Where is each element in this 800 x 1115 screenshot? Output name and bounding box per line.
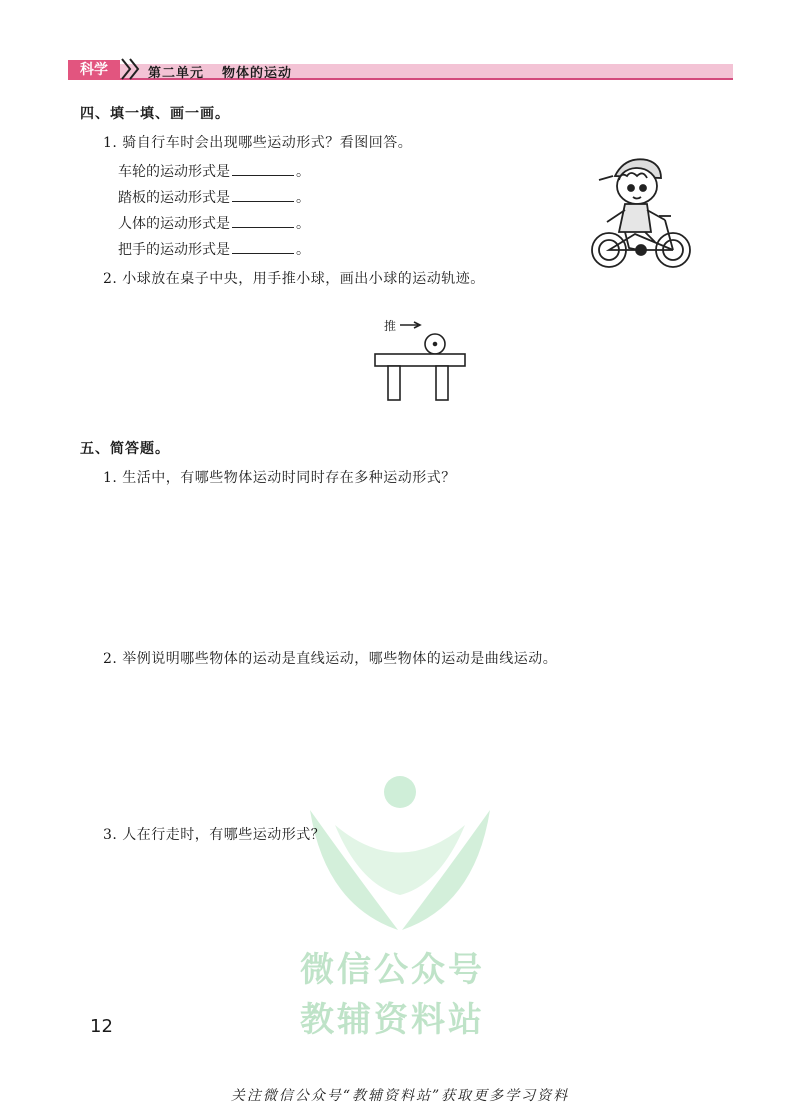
- fill-item-body: 人体的运动形式是 。: [118, 216, 310, 232]
- push-label: 推: [384, 319, 397, 333]
- section-4-heading: 四、填一填、画一画。: [80, 106, 230, 122]
- table-ball-diagram[interactable]: [370, 316, 480, 406]
- header-topic: 物体的运动: [222, 66, 293, 81]
- answer-blank[interactable]: [232, 215, 294, 228]
- table-top: [375, 354, 465, 366]
- watermark-line2: 教辅资料站: [300, 1000, 485, 1040]
- double-chevron-icon: [118, 56, 144, 82]
- fill-item-handlebar: 把手的运动形式是 。: [118, 242, 310, 258]
- answer-area-5-3[interactable]: [103, 848, 723, 998]
- question-5-2: 2. 举例说明哪些物体的运动是直线运动，哪些物体的运动是曲线运动。: [103, 651, 558, 667]
- boy-riding-bicycle-illustration: [585, 150, 695, 275]
- answer-area-5-1[interactable]: [103, 490, 723, 640]
- table-leg: [388, 366, 400, 400]
- section-5-heading: 五、简答题。: [80, 441, 170, 457]
- header-subject: 科学: [68, 60, 120, 80]
- question-5-1: 1. 生活中，有哪些物体运动时同时存在多种运动形式？: [103, 470, 456, 486]
- footer-note: 关注微信公众号“教辅资料站”获取更多学习资料: [230, 1088, 570, 1104]
- answer-area-5-2[interactable]: [103, 672, 723, 817]
- question-5-3: 3. 人在行走时，有哪些运动形式？: [103, 827, 326, 843]
- answer-blank[interactable]: [232, 189, 294, 202]
- header-title: [148, 62, 310, 81]
- header-unit: 第二单元: [148, 66, 205, 81]
- watermark-line1: 微信公众号: [300, 950, 485, 990]
- answer-blank[interactable]: [232, 163, 294, 176]
- fill-item-pedal: 踏板的运动形式是 。: [118, 190, 310, 206]
- fill-item-wheel: 车轮的运动形式是 。: [118, 164, 310, 180]
- question-4-1: 1. 骑自行车时会出现哪些运动形式？看图回答。: [103, 135, 413, 151]
- page-number: 12: [90, 1016, 113, 1037]
- table-leg: [436, 366, 448, 400]
- question-4-2: 2. 小球放在桌子中央，用手推小球，画出小球的运动轨迹。: [103, 271, 485, 287]
- answer-blank[interactable]: [232, 241, 294, 254]
